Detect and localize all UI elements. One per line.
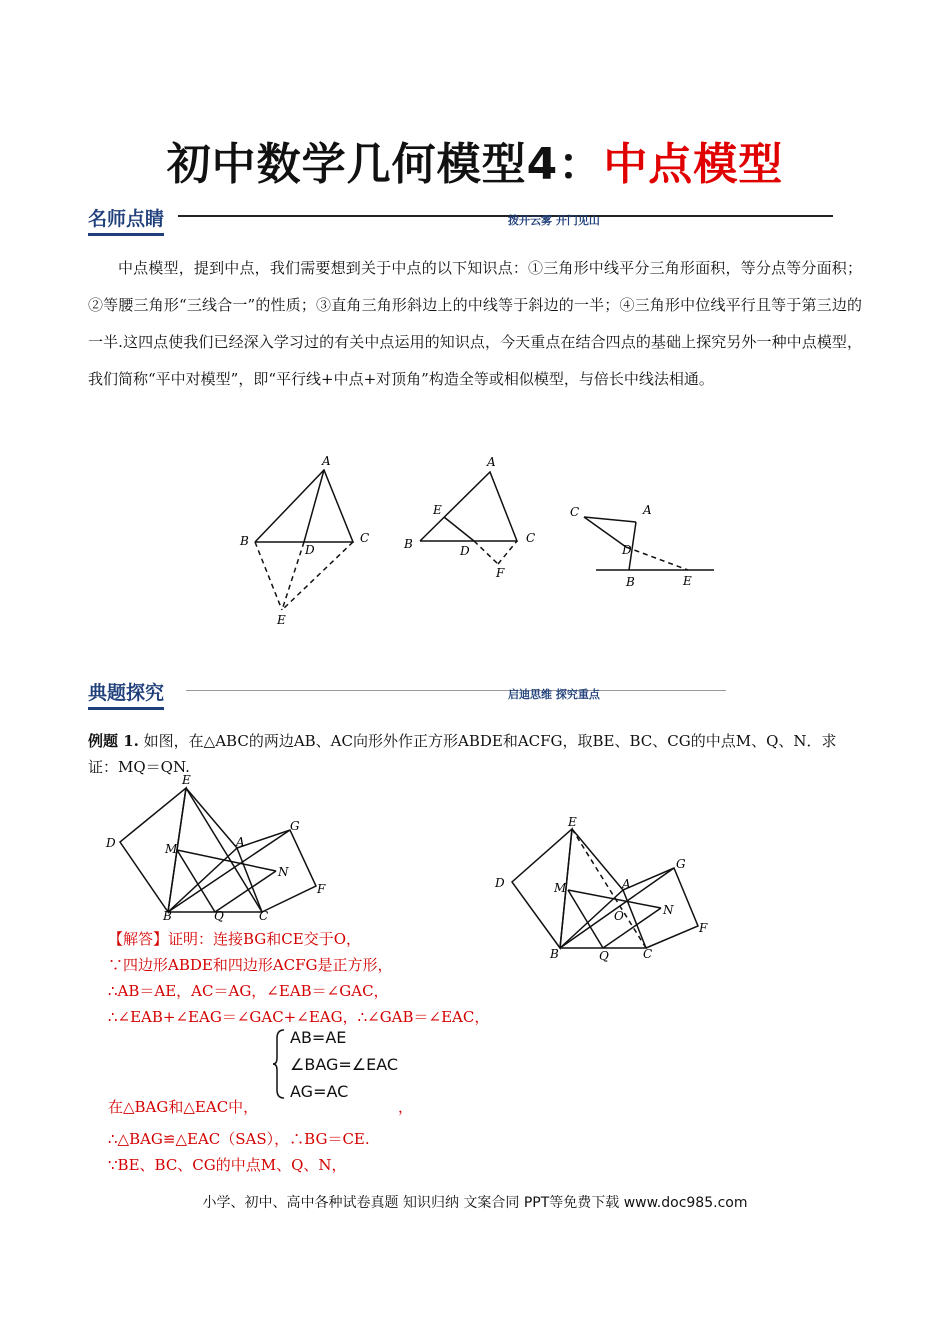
label: C: [259, 909, 269, 923]
label: M: [165, 842, 178, 856]
section-rule: [186, 690, 726, 691]
label: Q: [599, 949, 609, 963]
figure-solution-squares: [488, 812, 718, 968]
solution-line: ∴∠EAB+∠EAG＝∠GAC+∠EAG，∴∠GAB＝∠EAC，: [108, 1008, 490, 1026]
label: N: [663, 903, 674, 917]
label: B: [404, 537, 413, 551]
label: B: [163, 909, 172, 923]
solution-line: ∴AB＝AE，AC＝AG，∠EAB＝∠GAC，: [108, 982, 389, 1000]
label: A: [322, 454, 331, 468]
figure-triangle-parallel-midpoint: [400, 452, 550, 582]
label: D: [622, 543, 632, 557]
title-main: 初中数学几何模型4：: [166, 139, 604, 190]
section-subtitle: 拨开云雾 开门见山: [508, 214, 600, 227]
label: D: [495, 876, 505, 890]
label: C: [643, 947, 653, 961]
page-footer: 小学、初中、高中各种试卷真题 知识归纳 文案合同 PPT等免费下载 www.doc985.com: [202, 1195, 748, 1211]
example-text: 如图，在△ABC的两边AB、AC向形外作正方形ABDE和ACFG，取BE、BC、CG的中点M、Q、N．求证：MQ＝QN.: [88, 732, 837, 776]
solution-line: 【解答】证明：连接BG和CE交于O，: [108, 930, 362, 948]
page-title: [0, 128, 950, 192]
equation: ∠BAG=∠EAC: [290, 1055, 399, 1074]
solution-line: ∴△BAG≌△EAC（SAS），∴BG＝CE.: [108, 1130, 370, 1148]
intro-paragraph: 中点模型，提到中点，我们需要想到关于中点的以下知识点：①三角形中线平分三角形面积，等分点等分面积；②等腰三角形“三线合一”的性质；③直角三角形斜边上的中线等于斜边的一半；④三角形中位线平行且等于第三边的一半.这四点使我们已经深入学习过的有关中点运用的知识点，今天重点在结合四点的基础上探究另外一种中点模型，我们简称“平中对模型”，即“平行线+中点+对顶角”构造全等或相似模型，与倍长中线法相通。: [88, 259, 862, 388]
label: O: [614, 909, 624, 923]
label: E: [683, 574, 692, 588]
brace-icon: [272, 1028, 288, 1100]
equation-system: [290, 1024, 398, 1105]
label: A: [622, 877, 631, 891]
label: Q: [214, 909, 224, 923]
label: B: [550, 947, 559, 961]
section-rule: [178, 215, 833, 217]
label: E: [182, 773, 191, 787]
label: F: [699, 921, 708, 935]
figure-triangle-median-extended: [232, 450, 382, 630]
title-highlight: 中点模型: [603, 139, 784, 190]
section-label: 典题探究: [88, 678, 164, 710]
figure-example-squares: [100, 772, 340, 924]
solution-comma: ，: [398, 1098, 414, 1116]
label: B: [240, 534, 249, 548]
label: D: [106, 836, 116, 850]
label: C: [570, 505, 580, 519]
label: F: [317, 882, 326, 896]
label: M: [554, 881, 567, 895]
label: G: [290, 819, 300, 833]
solution-line: ∵四边形ABDE和四边形ACFG是正方形，: [108, 956, 393, 974]
figure-parallel-lines-vertical-angles: [566, 500, 726, 595]
label: A: [643, 503, 652, 517]
label: D: [305, 543, 315, 557]
equation: AG=AC: [290, 1082, 349, 1101]
label: E: [568, 815, 577, 829]
section-label: 名师点睛: [88, 204, 164, 236]
label: G: [676, 857, 686, 871]
solution-line: ∵BE、BC、CG的中点M、Q、N，: [108, 1156, 347, 1174]
label: C: [526, 531, 536, 545]
solution-line: 在△BAG和△EAC中，: [108, 1098, 259, 1116]
label: B: [626, 575, 635, 589]
label: A: [236, 835, 245, 849]
label: C: [360, 531, 370, 545]
example-label: 例题 1.: [88, 732, 139, 750]
label: F: [496, 566, 505, 580]
label: D: [460, 544, 470, 558]
label: N: [278, 865, 289, 879]
label: A: [487, 455, 496, 469]
equation: AB=AE: [290, 1028, 347, 1047]
label: E: [277, 613, 286, 627]
section-subtitle: 启迪思维 探究重点: [508, 688, 600, 701]
label: E: [433, 503, 442, 517]
